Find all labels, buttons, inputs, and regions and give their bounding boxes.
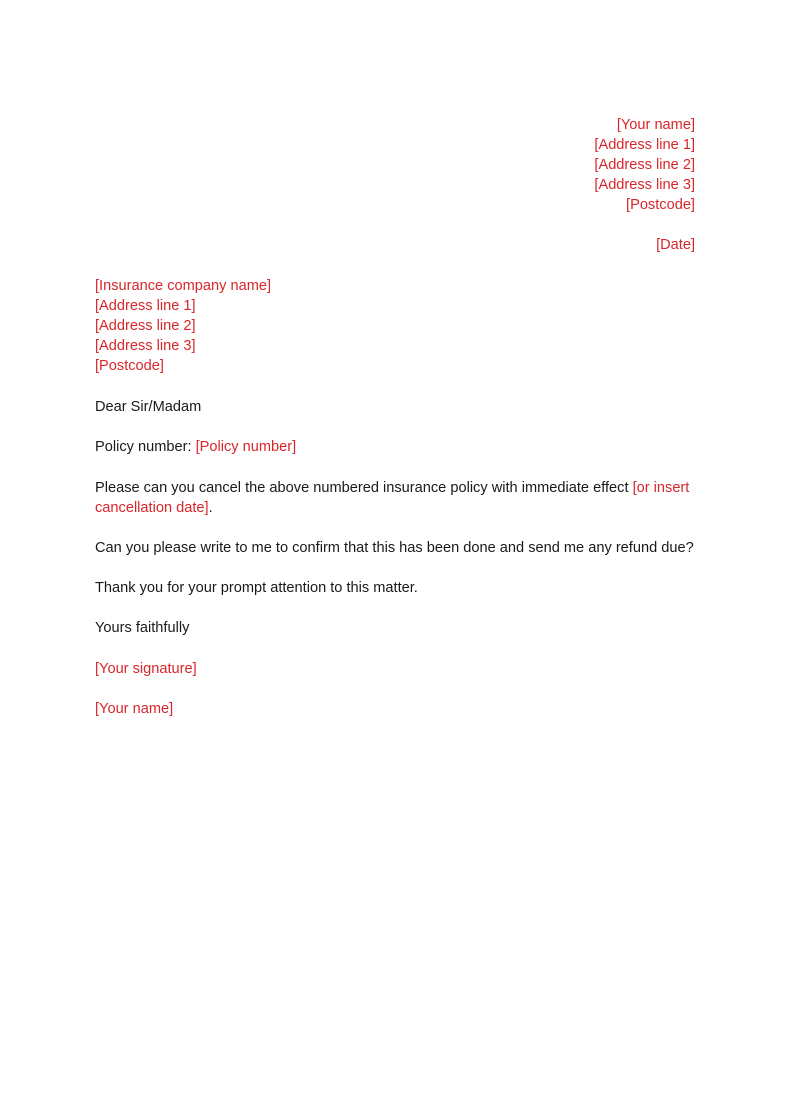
closing: Yours faithfully (95, 620, 190, 636)
letter-date: [Date] (656, 237, 695, 253)
recipient-address-line-2: [Address line 2] (95, 318, 196, 334)
paragraph-1-text: Please can you cancel the above numbered insurance policy with immediate effect (95, 480, 633, 496)
recipient-address-line-1: [Address line 1] (95, 298, 196, 314)
body-paragraph-2: Can you please write to me to confirm that this has been done and send me any refund due? (95, 540, 694, 556)
body-paragraph-1 (95, 478, 700, 518)
sender-address-line-2: [Address line 2] (594, 157, 695, 173)
body-paragraph-3: Thank you for your prompt attention to this matter. (95, 580, 418, 596)
policy-number-label: Policy number: (95, 439, 196, 455)
policy-number-line (95, 437, 296, 457)
signoff-name: [Your name] (95, 701, 174, 717)
signature-placeholder: [Your signature] (95, 661, 197, 677)
paragraph-1-end: . (208, 500, 213, 516)
cancellation-date-placeholder: [or insert cancellation date] (95, 480, 690, 516)
salutation: Dear Sir/Madam (95, 399, 202, 415)
sender-postcode: [Postcode] (626, 197, 695, 213)
sender-address-line-3: [Address line 3] (594, 177, 695, 193)
recipient-address-line-3: [Address line 3] (95, 338, 196, 354)
recipient-postcode: [Postcode] (95, 358, 164, 374)
recipient-company: [Insurance company name] (95, 278, 272, 294)
policy-number-value: [Policy number] (195, 439, 297, 455)
sender-name: [Your name] (616, 117, 695, 133)
sender-address-line-1: [Address line 1] (594, 137, 695, 153)
